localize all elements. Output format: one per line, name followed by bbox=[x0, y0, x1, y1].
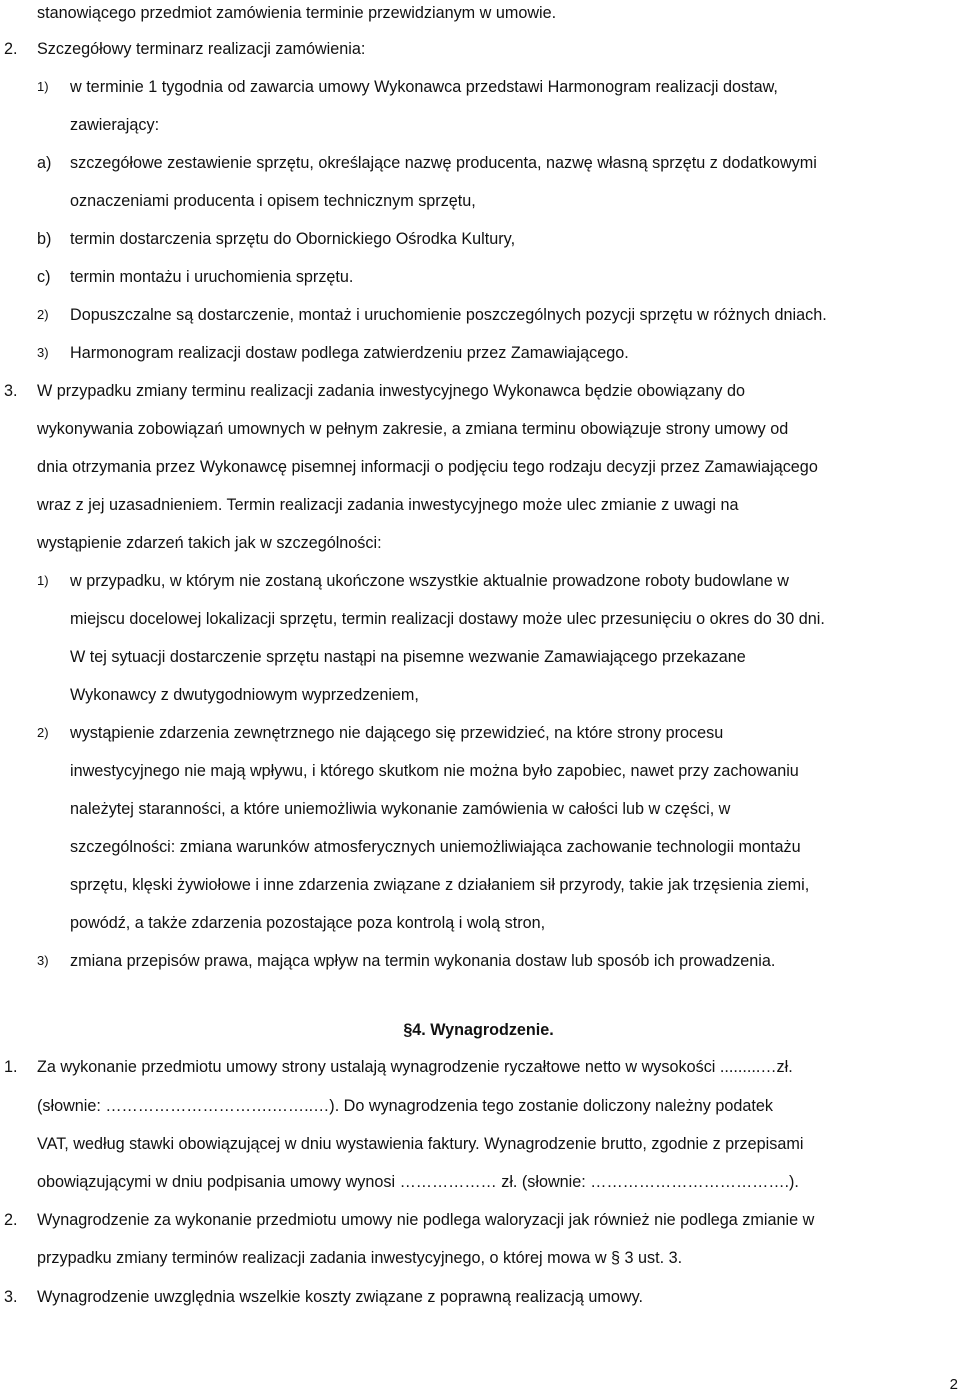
text-line: stanowiącego przedmiot zamówienia terminie przewidzianym w umowie. bbox=[37, 4, 557, 22]
text-line: obowiązującymi w dniu podpisania umowy wynosi ……………… zł. (słownie: ……………………………….). bbox=[37, 1173, 799, 1191]
list-number: 1) bbox=[37, 79, 49, 94]
text-line: W przypadku zmiany terminu realizacji zadania inwestycyjnego Wykonawca będzie obowiązany do bbox=[37, 382, 745, 400]
text-line: termin montażu i uruchomienia sprzętu. bbox=[70, 268, 354, 286]
list-number: 3. bbox=[4, 1288, 18, 1306]
text-line: przypadku zmiany terminów realizacji zadania inwestycyjnego, o której mowa w § 3 ust. 3. bbox=[37, 1249, 683, 1267]
text-line: wykonywania zobowiązań umownych w pełnym zakresie, a zmiana terminu obowiązuje strony umowy od bbox=[37, 420, 789, 438]
text-line: Wynagrodzenie za wykonanie przedmiotu umowy nie podlega waloryzacji jak również nie podlega zmianie w bbox=[37, 1211, 815, 1229]
text-line: inwestycyjnego nie mają wpływu, i którego skutkom nie można było zapobiec, nawet przy zachowaniu bbox=[70, 762, 799, 780]
list-number: 2. bbox=[4, 1211, 18, 1229]
text-line: wystąpienie zdarzeń takich jak w szczególności: bbox=[37, 534, 382, 552]
list-number: 3) bbox=[37, 345, 49, 360]
text-line: zawierający: bbox=[70, 116, 160, 134]
text-line: należytej staranności, a które uniemożliwia wykonanie zamówienia w całości lub w części, w bbox=[70, 800, 731, 818]
text-line: dnia otrzymania przez Wykonawcę pisemnej informacji o podjęciu tego rodzaju decyzji przez Zamawiającego bbox=[37, 458, 818, 476]
text-line: Wynagrodzenie uwzględnia wszelkie koszty związane z poprawną realizacją umowy. bbox=[37, 1288, 643, 1306]
text-line: w przypadku, w którym nie zostaną ukończone wszystkie aktualnie prowadzone roboty budowlane w bbox=[70, 572, 789, 590]
text-line: miejscu docelowej lokalizacji sprzętu, termin realizacji dostawy może ulec przesunięciu o okres do 30 dni. bbox=[70, 610, 825, 628]
text-line: Szczegółowy terminarz realizacji zamówienia: bbox=[37, 40, 366, 58]
list-number: 1. bbox=[4, 1058, 18, 1076]
text-line: szczegółowe zestawienie sprzętu, określające nazwę producenta, nazwę własną sprzętu z dodatkowymi bbox=[70, 154, 817, 172]
list-letter: c) bbox=[37, 268, 51, 286]
text-line: szczególności: zmiana warunków atmosferycznych uniemożliwiająca zachowanie technologii montażu bbox=[70, 838, 801, 856]
list-number: 3) bbox=[37, 953, 49, 968]
text-line: sprzętu, klęski żywiołowe i inne zdarzenia związane z działaniem sił przyrody, takie jak trzęsienia ziemi, bbox=[70, 876, 810, 894]
list-number: 3. bbox=[4, 382, 18, 400]
text-line: oznaczeniami producenta i opisem technicznym sprzętu, bbox=[70, 192, 476, 210]
text-line: Harmonogram realizacji dostaw podlega zatwierdzeniu przez Zamawiającego. bbox=[70, 344, 629, 362]
list-letter: b) bbox=[37, 230, 52, 248]
text-line: Wykonawcy z dwutygodniowym wyprzedzeniem, bbox=[70, 686, 419, 704]
text-line: Za wykonanie przedmiotu umowy strony ustalają wynagrodzenie ryczałtowe netto w wysokości .........…zł. bbox=[37, 1058, 793, 1076]
text-line: VAT, według stawki obowiązującej w dniu wystawienia faktury. Wynagrodzenie brutto, zgodnie z przepisami bbox=[37, 1135, 804, 1153]
text-line: (słownie: ………………………….……..…). Do wynagrodzenia tego zostanie doliczony należny podatek bbox=[37, 1097, 773, 1115]
page-number: 2 bbox=[949, 1376, 958, 1393]
text-line: wraz z jej uzasadnieniem. Termin realizacji zadania inwestycyjnego może ulec zmianie z uwagi na bbox=[37, 496, 739, 514]
section-heading: §4. Wynagrodzenie. bbox=[403, 1021, 554, 1039]
list-number: 2) bbox=[37, 307, 49, 322]
list-letter: a) bbox=[37, 154, 52, 172]
list-number: 2. bbox=[4, 40, 18, 58]
list-number: 2) bbox=[37, 725, 49, 740]
text-line: powódź, a także zdarzenia pozostające poza kontrolą i wolą stron, bbox=[70, 914, 546, 932]
text-line: w terminie 1 tygodnia od zawarcia umowy Wykonawca przedstawi Harmonogram realizacji dostaw, bbox=[70, 78, 778, 96]
text-line: W tej sytuacji dostarczenie sprzętu nastąpi na pisemne wezwanie Zamawiającego przekazane bbox=[70, 648, 746, 666]
text-line: Dopuszczalne są dostarczenie, montaż i uruchomienie poszczególnych pozycji sprzętu w różnych dniach. bbox=[70, 306, 827, 324]
text-line: zmiana przepisów prawa, mająca wpływ na termin wykonania dostaw lub sposób ich prowadzenia. bbox=[70, 952, 776, 970]
text-line: termin dostarczenia sprzętu do Obornickiego Ośrodka Kultury, bbox=[70, 230, 516, 248]
text-line: wystąpienie zdarzenia zewnętrznego nie dającego się przewidzieć, na które strony procesu bbox=[70, 724, 724, 742]
list-number: 1) bbox=[37, 573, 49, 588]
